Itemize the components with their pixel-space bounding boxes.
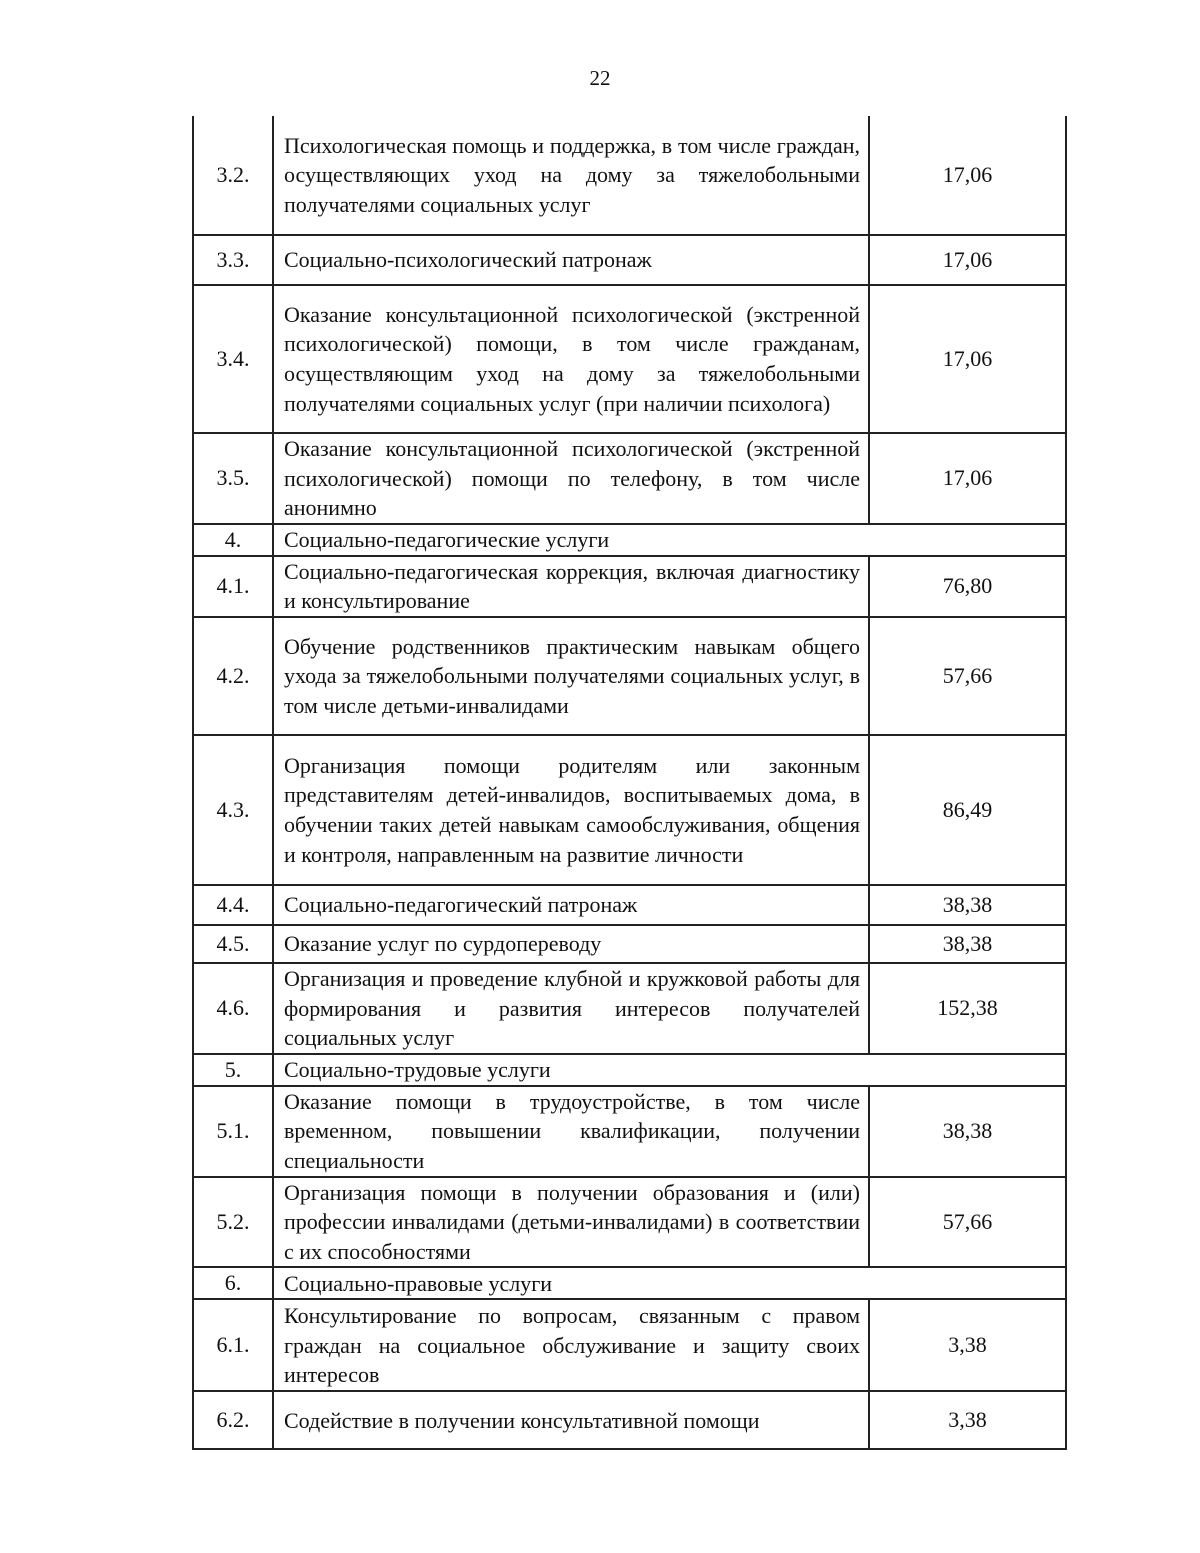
service-price: 17,06 <box>869 235 1066 285</box>
row-number: 4.6. <box>193 963 273 1054</box>
section-number: 4. <box>193 524 273 556</box>
service-price: 3,38 <box>869 1391 1066 1449</box>
table-row <box>193 1391 1066 1449</box>
service-price: 57,66 <box>869 1177 1066 1268</box>
table-row <box>193 285 1066 433</box>
section-title: Социально-трудовые услуги <box>273 1054 869 1086</box>
table-row <box>193 885 1066 925</box>
table-row <box>193 556 1066 617</box>
service-name: Консультирование по вопросам, связанным с правом граждан на социальное обслуживание и защиту своих интересов <box>273 1299 869 1391</box>
service-name: Оказание помощи в трудоустройстве, в том числе временном, повышении квалификации, получении специальности <box>273 1086 869 1177</box>
service-name: Содействие в получении консультативной помощи <box>273 1391 869 1449</box>
row-number: 4.5. <box>193 925 273 963</box>
service-name: Организация помощи в получении образования и (или) профессии инвалидами (детьми-инвалидами) в соответствии с их способностями <box>273 1177 869 1268</box>
row-number: 6.2. <box>193 1391 273 1449</box>
service-name: Оказание услуг по сурдопереводу <box>273 925 869 963</box>
service-name: Психологическая помощь и поддержка, в том числе граждан, осуществляющих уход на дому за тяжелобольными получателями социальных услуг <box>273 116 869 235</box>
row-number: 3.5. <box>193 433 273 524</box>
section-number: 5. <box>193 1054 273 1086</box>
service-name: Организация и проведение клубной и кружковой работы для формирования и развития интересов получателей социальных услуг <box>273 963 869 1054</box>
service-price: 76,80 <box>869 556 1066 617</box>
section-row <box>193 1054 1066 1086</box>
row-number: 4.2. <box>193 617 273 735</box>
service-name: Организация помощи родителям или законным представителям детей-инвалидов, воспитываемых дома, в обучении таких детей навыкам самообслуживания, общения и контроля, направленным на развитие личности <box>273 735 869 885</box>
service-price: 17,06 <box>869 116 1066 235</box>
table-row <box>193 1177 1066 1268</box>
table-row <box>193 235 1066 285</box>
section-row <box>193 1267 1066 1299</box>
table-row <box>193 963 1066 1054</box>
row-number: 4.1. <box>193 556 273 617</box>
section-empty-cell <box>869 1267 1066 1299</box>
service-price: 3,38 <box>869 1299 1066 1391</box>
service-price: 57,66 <box>869 617 1066 735</box>
row-number: 3.3. <box>193 235 273 285</box>
table-row <box>193 735 1066 885</box>
service-name: Оказание консультационной психологической (экстренной психологической) помощи по телефону, в том числе анонимно <box>273 433 869 524</box>
table-row <box>193 433 1066 524</box>
section-title: Социально-правовые услуги <box>273 1267 869 1299</box>
service-price: 152,38 <box>869 963 1066 1054</box>
services-table <box>192 116 1067 1450</box>
row-number: 4.4. <box>193 885 273 925</box>
service-price: 38,38 <box>869 925 1066 963</box>
service-name: Оказание консультационной психологической (экстренной психологической) помощи, в том числе гражданам, осуществляющим уход на дому за тяжелобольными получателями социальных услуг (при наличии психолога) <box>273 285 869 433</box>
service-price: 38,38 <box>869 1086 1066 1177</box>
row-number: 6.1. <box>193 1299 273 1391</box>
table-row <box>193 116 1066 235</box>
row-number: 5.2. <box>193 1177 273 1268</box>
table-row <box>193 1086 1066 1177</box>
service-price: 17,06 <box>869 285 1066 433</box>
section-number: 6. <box>193 1267 273 1299</box>
section-title: Социально-педагогические услуги <box>273 524 869 556</box>
service-name: Обучение родственников практическим навыкам общего ухода за тяжелобольными получателями социальных услуг, в том числе детьми-инвалидами <box>273 617 869 735</box>
table-row <box>193 617 1066 735</box>
table-row <box>193 925 1066 963</box>
service-price: 38,38 <box>869 885 1066 925</box>
page-number: 22 <box>589 66 611 90</box>
section-empty-cell <box>869 524 1066 556</box>
service-price: 86,49 <box>869 735 1066 885</box>
row-number: 4.3. <box>193 735 273 885</box>
service-price: 17,06 <box>869 433 1066 524</box>
service-name: Социально-педагогическая коррекция, включая диагностику и консультирование <box>273 556 869 617</box>
service-name: Социально-психологический патронаж <box>273 235 869 285</box>
row-number: 3.4. <box>193 285 273 433</box>
section-row <box>193 524 1066 556</box>
row-number: 5.1. <box>193 1086 273 1177</box>
service-name: Социально-педагогический патронаж <box>273 885 869 925</box>
table-row <box>193 1299 1066 1391</box>
section-empty-cell <box>869 1054 1066 1086</box>
row-number: 3.2. <box>193 116 273 235</box>
